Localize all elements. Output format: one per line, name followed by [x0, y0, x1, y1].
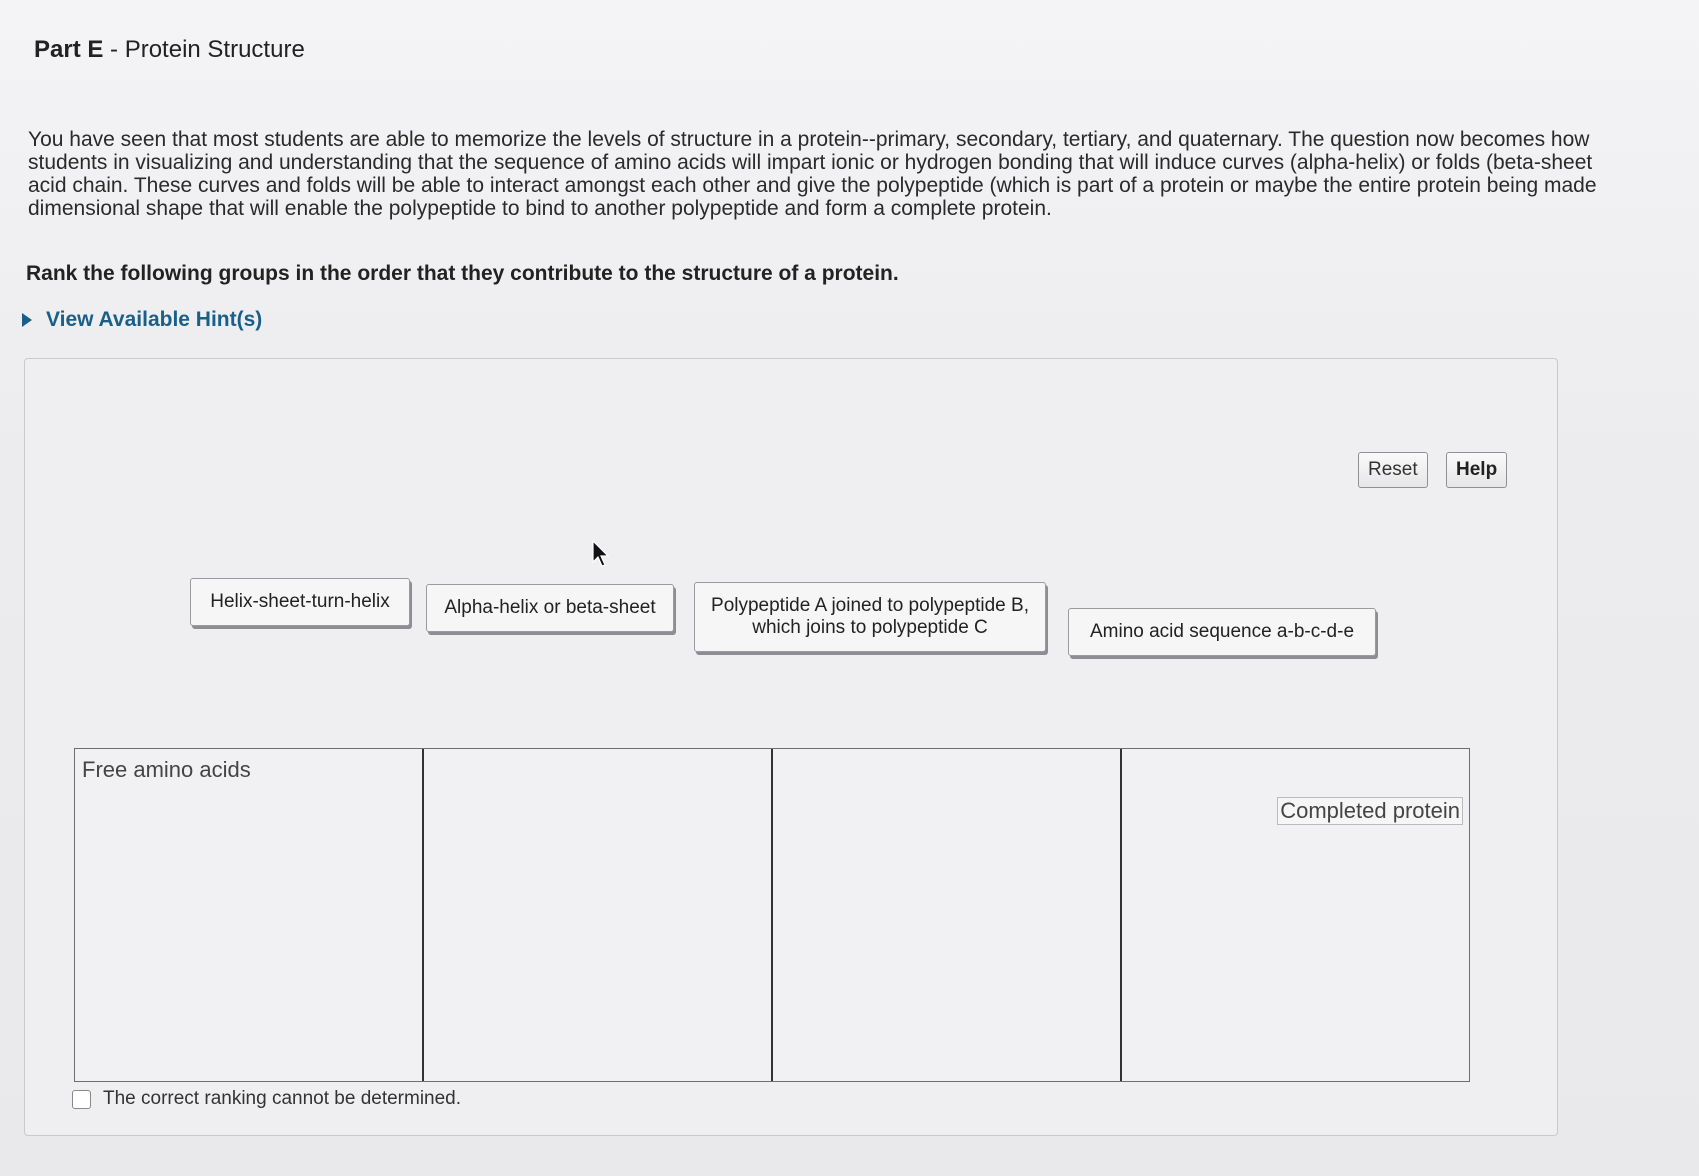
cannot-determine-label: The correct ranking cannot be determined. — [103, 1088, 462, 1109]
intro-line: dimensional shape that will enable the polypeptide to bind to another polypeptide and form a complete protein. — [28, 197, 1052, 220]
help-button[interactable]: Help — [1446, 452, 1507, 488]
rank-bin-1[interactable] — [75, 749, 424, 1081]
rank-bin-4[interactable] — [1122, 749, 1469, 1081]
intro-line: students in visualizing and understanding that the sequence of amino acids will impart ionic or hydrogen bonding that will induce curves (alpha-helix) or folds (beta-sheet — [28, 151, 1593, 174]
cannot-determine-checkbox[interactable] — [72, 1090, 91, 1109]
rank-end-label: Completed protein — [1277, 797, 1463, 825]
triangle-right-icon — [22, 313, 32, 327]
rank-tile[interactable]: Polypeptide A joined to polypeptide B, which joins to polypeptide C — [694, 582, 1046, 652]
intro-paragraph — [28, 128, 1688, 220]
ranking-bins — [74, 748, 1470, 1082]
rank-tile[interactable]: Helix-sheet-turn-helix — [190, 578, 410, 626]
instruction: Rank the following groups in the order that they contribute to the structure of a protein. — [26, 262, 899, 285]
view-hints-label: View Available Hint(s) — [46, 308, 263, 331]
page-title — [34, 36, 305, 64]
reset-button[interactable]: Reset — [1358, 452, 1428, 488]
rank-start-label: Free amino acids — [82, 757, 251, 782]
intro-line: acid chain. These curves and folds will be able to interact amongst each other and give the polypeptide (which is part of a protein or maybe the entire protein being made — [28, 174, 1597, 197]
rank-bin-2[interactable] — [424, 749, 773, 1081]
view-hints-toggle[interactable] — [22, 308, 262, 332]
rank-bin-3[interactable] — [773, 749, 1122, 1081]
rank-tile[interactable]: Amino acid sequence a-b-c-d-e — [1068, 608, 1376, 656]
intro-line: You have seen that most students are able to memorize the levels of structure in a protein--primary, secondary, tertiary, and quaternary. The question now becomes how — [28, 128, 1590, 151]
part-title-rest: - Protein Structure — [103, 36, 305, 63]
cannot-determine-option[interactable] — [72, 1088, 461, 1110]
part-title-bold: Part E — [34, 36, 104, 63]
rank-tile[interactable]: Alpha-helix or beta-sheet — [426, 584, 674, 632]
mouse-pointer-icon — [592, 540, 610, 568]
